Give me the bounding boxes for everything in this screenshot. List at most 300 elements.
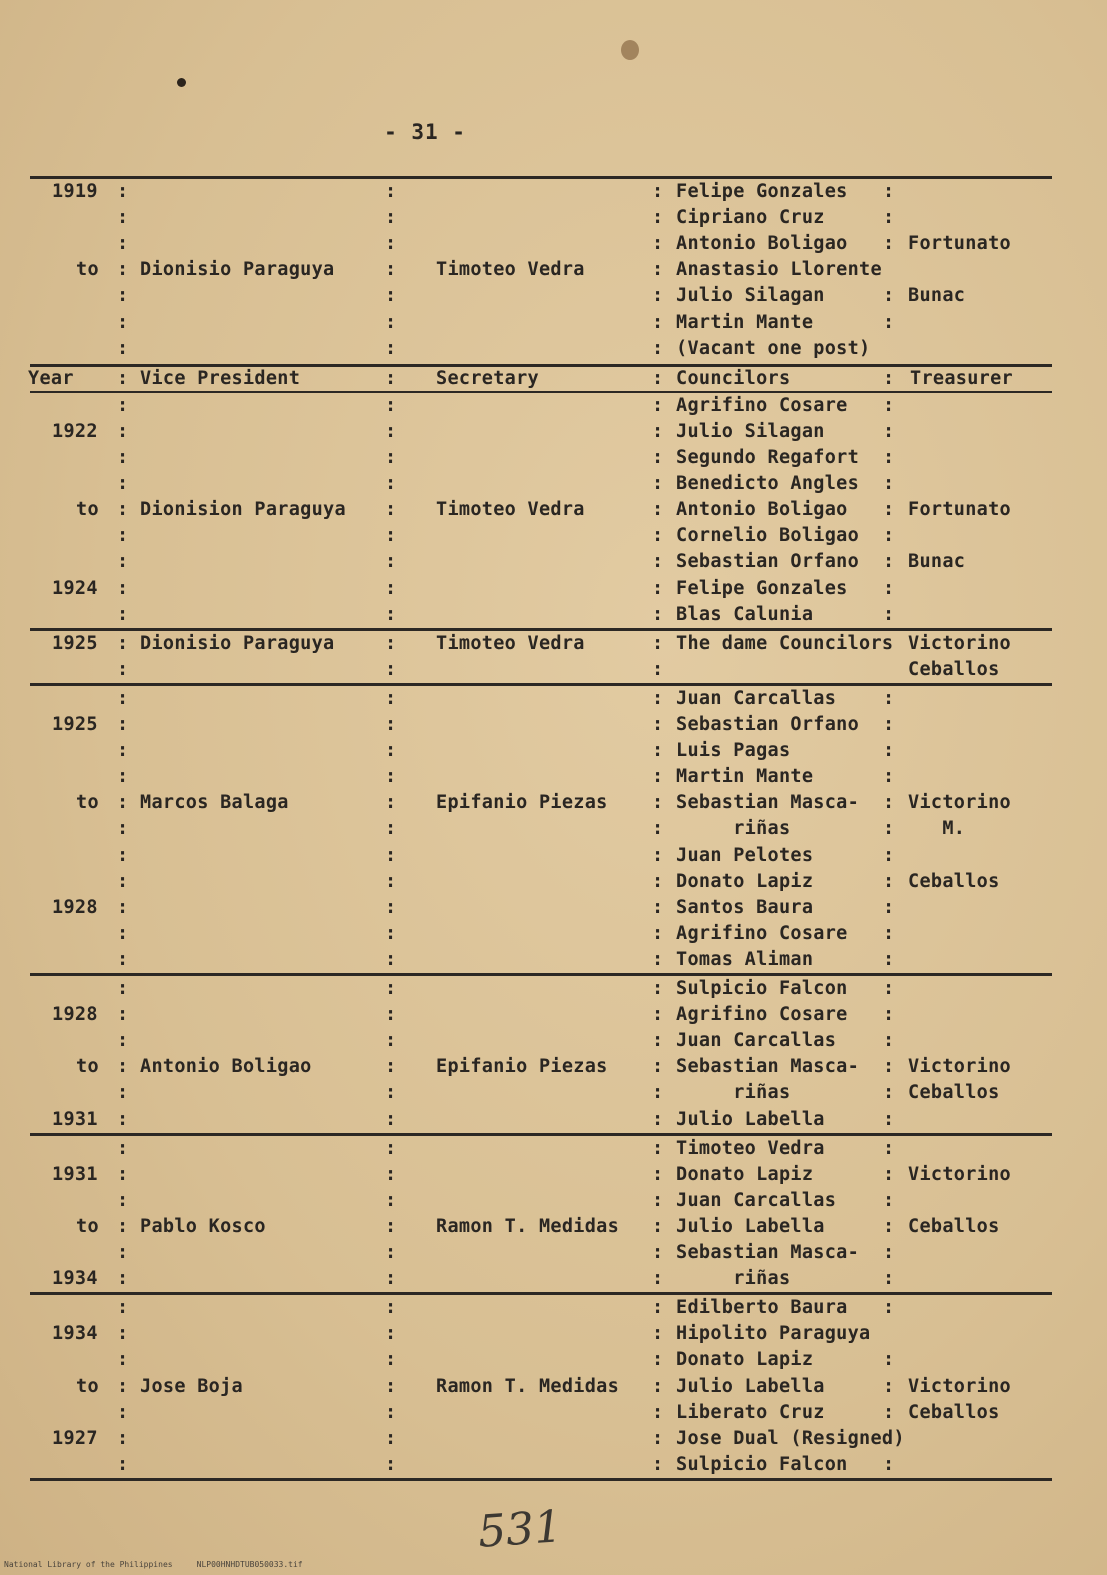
councilor-name: Juan Carcallas <box>676 687 837 709</box>
column-separator: : <box>652 818 664 840</box>
column-separator: : <box>652 525 664 547</box>
column-separator: : <box>883 1215 895 1237</box>
term-year: to <box>76 1056 99 1078</box>
column-separator: : <box>883 473 895 495</box>
table-rule <box>30 391 1052 393</box>
vice-president-name: Antonio Boligao <box>140 1056 312 1078</box>
column-separator: : <box>652 367 664 389</box>
column-separator: : <box>117 870 129 892</box>
table-rule <box>30 176 1052 179</box>
column-separator: : <box>883 1349 895 1371</box>
table-rule <box>30 1292 1052 1295</box>
column-separator: : <box>652 948 664 970</box>
column-separator: : <box>385 447 397 468</box>
column-separator: : <box>652 792 664 814</box>
vice-president-name: Dionisio Paraguya <box>140 632 335 654</box>
column-separator: : <box>117 1030 129 1052</box>
column-separator: : <box>883 420 895 442</box>
column-separator: : <box>652 1297 664 1319</box>
term-year: 1925 <box>52 632 98 654</box>
column-separator: : <box>117 1401 129 1423</box>
column-separator: : <box>385 1189 397 1211</box>
column-separator: : <box>117 1242 129 1263</box>
term-year: 1925 <box>52 714 98 735</box>
column-separator: : <box>117 311 129 333</box>
councilor-name: Juan Pelotes <box>676 844 814 866</box>
column-separator: : <box>117 818 129 840</box>
column-separator: : <box>117 394 129 416</box>
term-year: to <box>76 259 99 281</box>
column-separator: : <box>385 420 397 442</box>
column-separator: : <box>883 367 895 389</box>
term-year: to <box>76 792 99 814</box>
column-separator: : <box>385 922 397 944</box>
column-separator: : <box>385 714 397 735</box>
column-separator: : <box>385 259 397 281</box>
term-year: 1934 <box>52 1268 98 1290</box>
column-separator: : <box>117 603 129 625</box>
column-separator: : <box>117 658 129 680</box>
treasurer-name: M. <box>908 818 966 840</box>
column-separator: : <box>652 499 664 521</box>
column-separator: : <box>652 922 664 944</box>
column-separator: : <box>117 1453 129 1475</box>
treasurer-name: Ceballos <box>908 658 1000 680</box>
councilor-name: Sulpicio Falcon <box>676 1453 848 1475</box>
column-separator: : <box>652 632 664 654</box>
column-separator: : <box>652 233 664 255</box>
column-separator: : <box>652 337 664 359</box>
column-separator: : <box>883 896 895 918</box>
councilor-name: Timoteo Vedra <box>676 1137 825 1159</box>
column-separator: : <box>385 1268 397 1290</box>
column-separator: : <box>117 1082 129 1104</box>
column-separator: : <box>385 603 397 625</box>
column-separator: : <box>652 1401 664 1423</box>
column-separator: : <box>117 1297 129 1319</box>
column-separator: : <box>117 978 129 999</box>
treasurer-name: Victorino <box>908 1163 1011 1185</box>
column-separator: : <box>117 551 129 573</box>
table-rule <box>30 1133 1052 1136</box>
column-separator: : <box>385 1323 397 1345</box>
column-separator: : <box>652 1427 664 1449</box>
secretary-name: Ramon T. Medidas <box>436 1215 620 1237</box>
column-separator: : <box>385 233 397 255</box>
councilor-name: Donato Lapiz <box>676 1349 814 1371</box>
treasurer-name: Victorino <box>908 1056 1011 1078</box>
column-separator: : <box>117 420 129 442</box>
term-year: 1922 <box>52 420 98 442</box>
column-separator: : <box>117 632 129 654</box>
column-separator: : <box>117 259 129 281</box>
column-separator: : <box>385 844 397 866</box>
councilor-name: Martin Mante <box>676 311 814 333</box>
column-separator: : <box>883 311 895 333</box>
column-separator: : <box>652 1163 664 1185</box>
column-separator: : <box>652 473 664 495</box>
column-separator: : <box>117 1215 129 1237</box>
column-separator: : <box>385 473 397 495</box>
column-separator: : <box>117 948 129 970</box>
vice-president-name: Pablo Kosco <box>140 1215 266 1237</box>
column-separator: : <box>385 1215 397 1237</box>
councilor-name: Juan Carcallas <box>676 1189 837 1211</box>
column-separator: : <box>883 1108 895 1130</box>
column-separator: : <box>652 259 664 281</box>
column-separator: : <box>652 714 664 735</box>
column-separator: : <box>883 499 895 521</box>
councilor-name: riñas <box>676 1268 791 1290</box>
councilor-name: Segundo Regafort <box>676 447 860 468</box>
ink-stain <box>621 40 639 60</box>
councilor-name: Anastasio Llorente <box>676 259 882 281</box>
column-separator: : <box>883 1189 895 1211</box>
term-year: 1931 <box>52 1163 98 1185</box>
term-year: to <box>76 499 99 521</box>
column-separator: : <box>883 792 895 814</box>
councilor-name: Agrifino Cosare <box>676 922 848 944</box>
councilor-name: riñas <box>676 818 791 840</box>
councilor-name: Sebastian Orfano <box>676 551 860 573</box>
councilor-name: Cornelio Boligao <box>676 525 860 547</box>
councilor-name: Donato Lapiz <box>676 870 814 892</box>
vice-president-name: Jose Boja <box>140 1375 243 1397</box>
treasurer-name: Fortunato <box>908 499 1011 521</box>
column-separator: : <box>652 311 664 333</box>
column-separator: : <box>117 337 129 359</box>
column-separator: : <box>652 1056 664 1078</box>
column-separator: : <box>883 978 895 999</box>
column-separator: : <box>883 948 895 970</box>
column-separator: : <box>652 766 664 788</box>
column-separator: : <box>117 922 129 944</box>
councilor-name: Sebastian Masca- <box>676 792 860 814</box>
column-separator: : <box>117 525 129 547</box>
column-separator: : <box>652 551 664 573</box>
councilor-name: Benedicto Angles <box>676 473 860 495</box>
secretary-name: Epifanio Piezas <box>436 792 608 814</box>
column-separator: : <box>117 1375 129 1397</box>
column-separator: : <box>117 577 129 599</box>
column-separator: : <box>883 1082 895 1104</box>
column-separator: : <box>385 632 397 654</box>
councilor-name: Sebastian Masca- <box>676 1056 860 1078</box>
column-separator: : <box>385 1163 397 1185</box>
column-separator: : <box>883 1453 895 1475</box>
column-separator: : <box>652 1323 664 1345</box>
column-separator: : <box>652 1108 664 1130</box>
column-separator: : <box>117 181 129 202</box>
column-separator: : <box>652 285 664 307</box>
column-separator: : <box>117 740 129 762</box>
column-separator: : <box>117 792 129 814</box>
column-separator: : <box>883 1030 895 1052</box>
column-separator: : <box>385 499 397 521</box>
councilor-name: Martin Mante <box>676 766 814 788</box>
column-separator: : <box>652 1137 664 1159</box>
column-separator: : <box>883 577 895 599</box>
column-separator: : <box>385 394 397 416</box>
vice-president-name: Dionisio Paraguya <box>140 259 335 281</box>
councilor-name: Tomas Aliman <box>676 948 814 970</box>
column-separator: : <box>652 181 664 202</box>
column-separator: : <box>385 740 397 762</box>
councilor-name: Julio Labella <box>676 1375 825 1397</box>
column-separator: : <box>883 818 895 840</box>
term-year: to <box>76 1215 99 1237</box>
treasurer-name: Ceballos <box>908 870 1000 892</box>
column-separator: : <box>652 420 664 442</box>
column-separator: : <box>652 1004 664 1026</box>
column-separator: : <box>385 1427 397 1449</box>
column-separator: : <box>385 1108 397 1130</box>
column-separator: : <box>883 233 895 255</box>
councilor-name: Hipolito Paraguya <box>676 1323 871 1345</box>
column-separator: : <box>385 978 397 999</box>
column-separator: : <box>385 1349 397 1371</box>
column-separator: : <box>652 1268 664 1290</box>
column-separator: : <box>883 844 895 866</box>
column-separator: : <box>385 337 397 359</box>
column-separator: : <box>883 687 895 709</box>
councilor-name: Sebastian Orfano <box>676 714 860 735</box>
column-separator: : <box>883 1163 895 1185</box>
column-separator: : <box>652 1082 664 1104</box>
column-separator: : <box>117 1189 129 1211</box>
column-separator: : <box>117 766 129 788</box>
column-separator: : <box>117 233 129 255</box>
councilor-name: Sulpicio Falcon <box>676 978 848 999</box>
councilor-name: Edilberto Baura <box>676 1297 848 1319</box>
term-year: 1928 <box>52 896 98 918</box>
term-year: to <box>76 1375 99 1397</box>
column-separator: : <box>652 658 664 680</box>
column-separator: : <box>652 978 664 999</box>
column-separator: : <box>652 896 664 918</box>
councilor-name: Donato Lapiz <box>676 1163 814 1185</box>
page-number: - 31 - <box>384 120 466 144</box>
column-separator: : <box>385 1137 397 1159</box>
column-separator: : <box>883 766 895 788</box>
column-separator: : <box>652 1375 664 1397</box>
column-separator: : <box>883 740 895 762</box>
column-separator: : <box>883 1056 895 1078</box>
column-separator: : <box>117 1323 129 1345</box>
column-separator: : <box>385 1242 397 1263</box>
term-year: 1934 <box>52 1323 98 1345</box>
column-separator: : <box>117 1056 129 1078</box>
column-separator: : <box>883 870 895 892</box>
councilor-name: Luis Pagas <box>676 740 791 762</box>
column-separator: : <box>652 1453 664 1475</box>
treasurer-name: Fortunato <box>908 233 1011 255</box>
column-separator: : <box>117 473 129 495</box>
secretary-name: Ramon T. Medidas <box>436 1375 620 1397</box>
column-separator: : <box>117 1108 129 1130</box>
column-separator: : <box>117 844 129 866</box>
councilor-name: Cipriano Cruz <box>676 207 825 229</box>
column-separator: : <box>117 207 129 229</box>
column-separator: : <box>883 551 895 573</box>
column-separator: : <box>652 844 664 866</box>
column-separator: : <box>883 285 895 307</box>
column-separator: : <box>385 1004 397 1026</box>
secretary-name: Timoteo Vedra <box>436 259 585 281</box>
secretary-name: Timoteo Vedra <box>436 499 585 521</box>
column-separator: : <box>385 1453 397 1475</box>
column-separator: : <box>652 1349 664 1371</box>
column-separator: : <box>385 181 397 202</box>
column-separator: : <box>385 311 397 333</box>
vice-president-name: Marcos Balaga <box>140 792 289 814</box>
column-separator: : <box>883 922 895 944</box>
councilor-name: Juan Carcallas <box>676 1030 837 1052</box>
column-separator: : <box>385 766 397 788</box>
councilor-name: The dame Councilors <box>676 632 894 654</box>
treasurer-name: Ceballos <box>908 1215 1000 1237</box>
treasurer-name: Victorino <box>908 632 1011 654</box>
column-separator: : <box>883 207 895 229</box>
column-separator: : <box>385 687 397 709</box>
councilor-name: (Vacant one post) <box>676 337 871 359</box>
column-separator: : <box>117 1427 129 1449</box>
treasurer-name: Victorino <box>908 792 1011 814</box>
header-treasurer: Treasurer <box>910 367 1013 389</box>
column-separator: : <box>117 499 129 521</box>
column-separator: : <box>652 603 664 625</box>
column-separator: : <box>385 1401 397 1423</box>
treasurer-name: Victorino <box>908 1375 1011 1397</box>
column-separator: : <box>117 285 129 307</box>
column-separator: : <box>385 792 397 814</box>
ink-spot <box>177 78 186 87</box>
councilor-name: Julio Labella <box>676 1215 825 1237</box>
councilor-name: Jose Dual (Resigned) <box>676 1427 905 1449</box>
councilor-name: Julio Silagan <box>676 285 825 307</box>
header-councilors: Councilors <box>676 367 791 389</box>
column-separator: : <box>652 687 664 709</box>
term-year: 1927 <box>52 1427 98 1449</box>
treasurer-name: Ceballos <box>908 1401 1000 1423</box>
treasurer-name: Bunac <box>908 551 966 573</box>
column-separator: : <box>385 870 397 892</box>
councilor-name: Felipe Gonzales <box>676 577 848 599</box>
councilor-name: Liberato Cruz <box>676 1401 825 1423</box>
secretary-name: Epifanio Piezas <box>436 1056 608 1078</box>
column-separator: : <box>883 1004 895 1026</box>
column-separator: : <box>883 1375 895 1397</box>
table-rule <box>30 683 1052 686</box>
column-separator: : <box>385 367 397 389</box>
header-vice-president: Vice President <box>140 367 301 389</box>
treasurer-name: Bunac <box>908 285 966 307</box>
column-separator: : <box>652 740 664 762</box>
column-separator: : <box>883 525 895 547</box>
councilor-name: Antonio Boligao <box>676 233 848 255</box>
councilor-name: Julio Silagan <box>676 420 825 442</box>
column-separator: : <box>385 948 397 970</box>
column-separator: : <box>652 1030 664 1052</box>
column-separator: : <box>117 1163 129 1185</box>
column-separator: : <box>117 687 129 709</box>
column-separator: : <box>883 1401 895 1423</box>
column-separator: : <box>385 1056 397 1078</box>
column-separator: : <box>883 1268 895 1290</box>
column-separator: : <box>883 603 895 625</box>
councilor-name: Antonio Boligao <box>676 499 848 521</box>
table-rule <box>30 1478 1052 1481</box>
column-separator: : <box>117 1137 129 1159</box>
column-separator: : <box>652 1242 664 1263</box>
column-separator: : <box>117 1004 129 1026</box>
column-separator: : <box>385 1375 397 1397</box>
archive-footer: National Library of the Philippines NLP00HNHDTUB050033.tif <box>4 1560 303 1569</box>
column-separator: : <box>385 1082 397 1104</box>
column-separator: : <box>117 447 129 468</box>
table-rule <box>30 973 1052 976</box>
column-separator: : <box>652 1189 664 1211</box>
secretary-name: Timoteo Vedra <box>436 632 585 654</box>
vice-president-name: Dionision Paraguya <box>140 499 346 521</box>
column-separator: : <box>385 207 397 229</box>
councilor-name: riñas <box>676 1082 791 1104</box>
term-year: 1928 <box>52 1004 98 1026</box>
term-year: 1931 <box>52 1108 98 1130</box>
column-separator: : <box>117 367 129 389</box>
councilor-name: Blas Calunia <box>676 603 814 625</box>
column-separator: : <box>385 896 397 918</box>
column-separator: : <box>883 394 895 416</box>
header-year: Year <box>28 367 74 389</box>
column-separator: : <box>385 1297 397 1319</box>
handwritten-page-number: 531 <box>476 1501 564 1558</box>
column-separator: : <box>117 1268 129 1290</box>
column-separator: : <box>883 1242 895 1263</box>
councilor-name: Agrifino Cosare <box>676 394 848 416</box>
column-separator: : <box>117 896 129 918</box>
term-year: 1919 <box>52 181 98 202</box>
column-separator: : <box>385 818 397 840</box>
column-separator: : <box>652 1215 664 1237</box>
column-separator: : <box>883 1137 895 1159</box>
column-separator: : <box>652 447 664 468</box>
column-separator: : <box>385 525 397 547</box>
column-separator: : <box>883 1297 895 1319</box>
councilor-name: Sebastian Masca- <box>676 1242 860 1263</box>
column-separator: : <box>385 1030 397 1052</box>
column-separator: : <box>883 181 895 202</box>
column-separator: : <box>117 1349 129 1371</box>
column-separator: : <box>117 714 129 735</box>
column-separator: : <box>385 285 397 307</box>
column-separator: : <box>385 577 397 599</box>
header-secretary: Secretary <box>436 367 539 389</box>
councilor-name: Felipe Gonzales <box>676 181 848 202</box>
column-separator: : <box>652 870 664 892</box>
column-separator: : <box>883 714 895 735</box>
councilor-name: Santos Baura <box>676 896 814 918</box>
councilor-name: Agrifino Cosare <box>676 1004 848 1026</box>
treasurer-name: Ceballos <box>908 1082 1000 1104</box>
term-year: 1924 <box>52 577 98 599</box>
column-separator: : <box>883 447 895 468</box>
column-separator: : <box>652 577 664 599</box>
column-separator: : <box>652 394 664 416</box>
column-separator: : <box>652 207 664 229</box>
column-separator: : <box>385 658 397 680</box>
column-separator: : <box>385 551 397 573</box>
